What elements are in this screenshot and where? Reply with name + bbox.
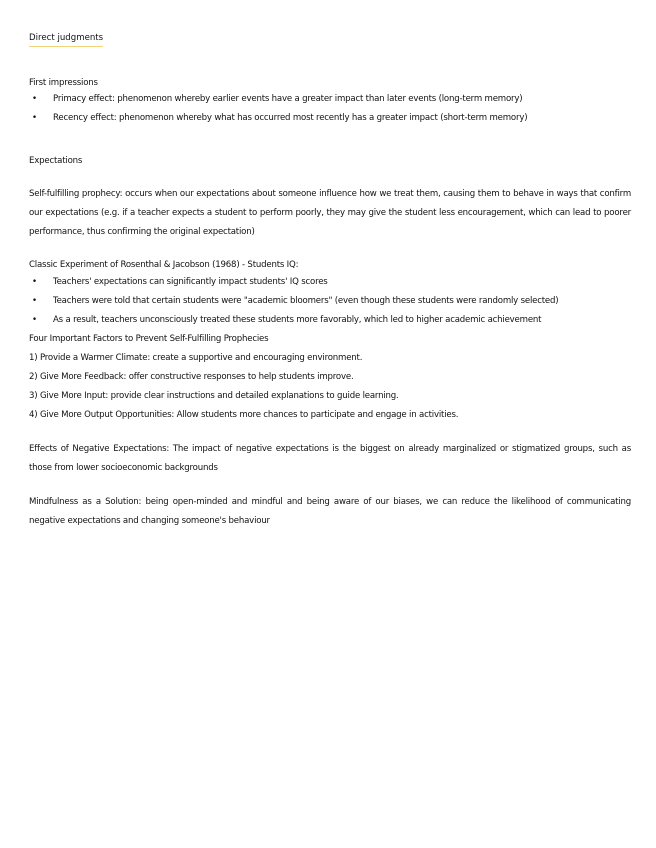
classic-experiment-list xyxy=(29,273,631,330)
list-item xyxy=(29,90,631,109)
list-item xyxy=(29,109,631,128)
factor-item: 4) Give More Output Opportunities: Allow students more chances to participate and engage in activities. xyxy=(29,410,459,420)
bullet-icon: • xyxy=(32,277,37,287)
list-item-text: Primacy effect: phenomenon whereby earlier events have a greater impact than later events (long-term memory) xyxy=(53,94,523,104)
list-item xyxy=(29,273,631,292)
list-item xyxy=(29,311,631,330)
factor-item: 2) Give More Feedback: offer constructive responses to help students improve. xyxy=(29,372,354,382)
list-item-text: As a result, teachers unconsciously treated these students more favorably, which led to higher academic achievement xyxy=(53,315,542,325)
four-factors-heading: Four Important Factors to Prevent Self-Fulfilling Prophecies xyxy=(29,334,269,344)
list-item-text: Teachers were told that certain students were "academic bloomers" (even though these students were randomly selected) xyxy=(53,296,559,306)
bullet-icon: • xyxy=(32,296,37,306)
list-item-text: Recency effect: phenomenon whereby what has occurred most recently has a greater impact (short-term memory) xyxy=(53,113,528,123)
bullet-icon: • xyxy=(32,113,37,123)
factor-item: 1) Provide a Warmer Climate: create a supportive and encouraging environment. xyxy=(29,353,363,363)
self-fulfilling-prophecy-paragraph: Self-fulfilling prophecy: occurs when our expectations about someone influence how we treat them, causing them to behave in ways that confirm our expectations (e.g. if a teacher expects a student to perform poorly, they may give the student less encouragement, which can lead to poorer performance, thus confirming the original expectation) xyxy=(29,189,631,237)
page-title: Direct judgments xyxy=(29,32,103,47)
document-page xyxy=(29,25,631,531)
first-impressions-list xyxy=(29,90,631,128)
bullet-icon: • xyxy=(32,94,37,104)
bullet-icon: • xyxy=(32,315,37,325)
negative-expectations-paragraph: Effects of Negative Expectations: The impact of negative expectations is the biggest on already marginalized or stigmatized groups, such as those from lower socioeconomic backgrounds xyxy=(29,444,631,473)
list-item-text: Teachers' expectations can significantly impact students' IQ scores xyxy=(53,277,328,287)
factor-item: 3) Give More Input: provide clear instructions and detailed explanations to guide learning. xyxy=(29,391,399,401)
expectations-heading: Expectations xyxy=(29,156,83,166)
mindfulness-paragraph: Mindfulness as a Solution: being open-minded and mindful and being aware of our biases, we can reduce the likelihood of communicating negative expectations and changing someone's behaviour xyxy=(29,497,631,526)
classic-experiment-heading: Classic Experiment of Rosenthal & Jacobson (1968) - Students IQ: xyxy=(29,260,299,270)
list-item xyxy=(29,292,631,311)
first-impressions-heading: First impressions xyxy=(29,78,98,88)
